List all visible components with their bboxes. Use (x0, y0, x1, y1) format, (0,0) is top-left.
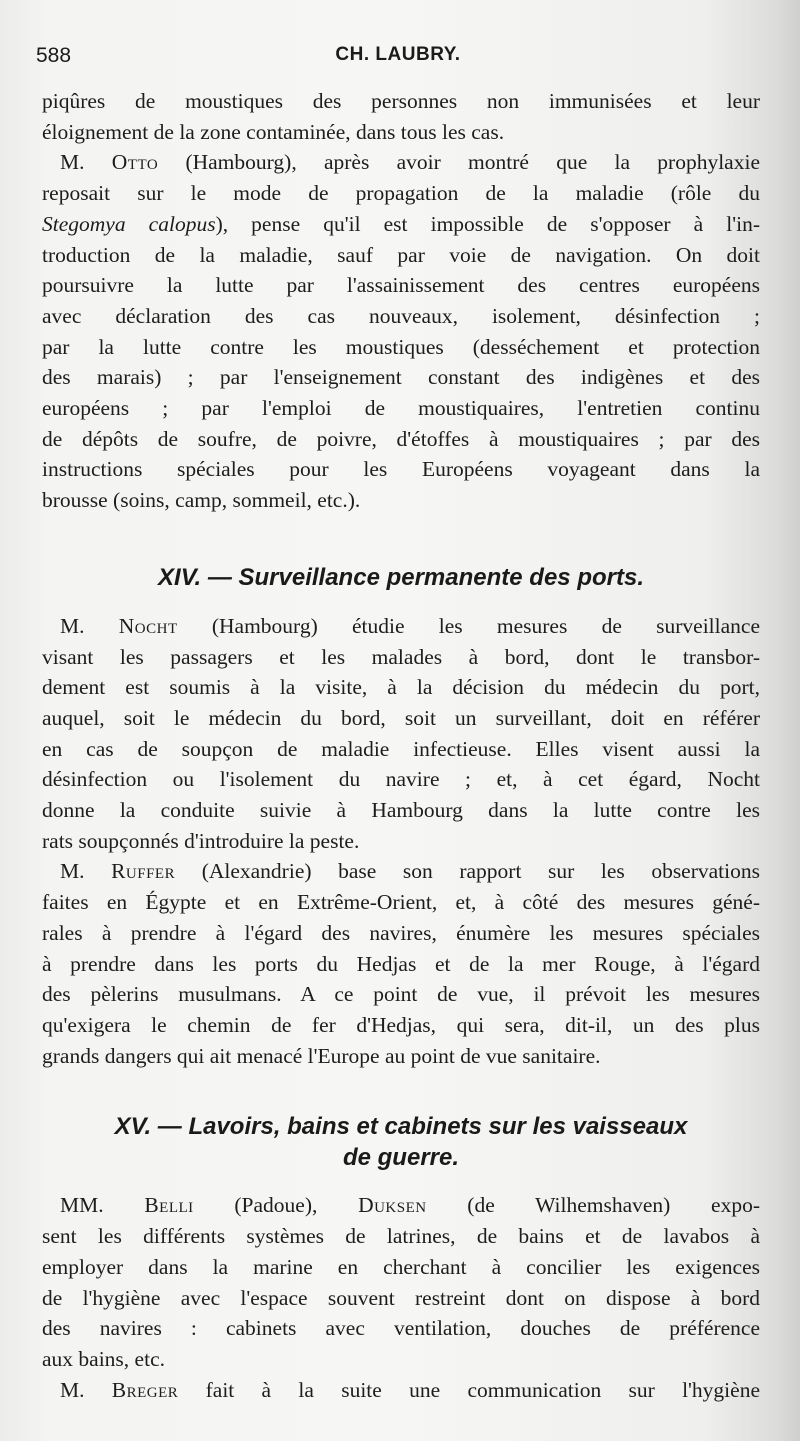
text-line: Stegomya calopus), pense qu'il est impossible de s'opposer à l'in- (42, 211, 760, 236)
text-line: M. Ruffer (Alexandrie) base son rapport sur les observations (60, 859, 760, 884)
paragraph-nocht (42, 611, 760, 857)
section-title-line: XV. — Lavoirs, bains et cabinets sur les vaisseaux (114, 1113, 688, 1141)
paragraph-breger (42, 1375, 760, 1406)
text-line: faites en Égypte et en Extrême-Orient, et, à côté des mesures géné- (42, 890, 760, 915)
text-line: dement est soumis à la visite, à la décision du médecin du port, (42, 675, 760, 700)
text-line: qu'exigera le chemin de fer d'Hedjas, qui sera, dit-il, un des plus (42, 1012, 760, 1037)
text-line: rats soupçonnés d'introduire la peste. (42, 828, 360, 853)
author-name: Nocht (118, 613, 178, 638)
author-name: Belli (144, 1193, 194, 1218)
text-line: éloignement de la zone contaminée, dans tous les cas. (42, 119, 505, 144)
paragraph-continuation (42, 86, 760, 147)
author-name: Ruffer (111, 859, 176, 884)
text-line: MM. Belli (Padoue), Duksen (de Wilhemshaven) expo- (60, 1193, 760, 1218)
running-head: CH. LAUBRY. (335, 44, 461, 65)
text-line: M. Breger fait à la suite une communication sur l'hygiène (60, 1377, 760, 1402)
text-line: par la lutte contre les moustiques (desséchement et protection (42, 334, 760, 359)
text-line: employer dans la marine en cherchant à concilier les exigences (42, 1254, 760, 1279)
text-line: troduction de la maladie, sauf par voie de navigation. On doit (42, 242, 760, 267)
text-line: reposait sur le mode de propagation de la maladie (rôle du (42, 181, 760, 206)
text-line: piqûres de moustiques des personnes non immunisées et leur (42, 89, 760, 113)
text-line: aux bains, etc. (42, 1346, 165, 1371)
text-line: visant les passagers et les malades à bord, dont le transbor- (42, 644, 760, 669)
text-line: M. Otto (Hambourg), après avoir montré que la prophylaxie (60, 150, 760, 175)
text-line: donne la conduite suivie à Hambourg dans la lutte contre les (42, 798, 760, 823)
paragraph-ruffer (42, 856, 760, 1071)
text-line: des marais) ; par l'enseignement constant des indigènes et des (42, 365, 760, 390)
section-title-line: de guerre. (342, 1144, 460, 1172)
text-line: instructions spéciales pour les Européens voyageant dans la (42, 457, 760, 482)
author-name: Duksen (358, 1193, 427, 1218)
author-name: Breger (111, 1377, 179, 1402)
text-line: grands dangers qui ait menacé l'Europe au point de vue sanitaire. (42, 1043, 601, 1068)
text-line: désinfection ou l'isolement du navire ; et, à cet égard, Nocht (42, 767, 760, 792)
text-line: poursuivre la lutte par l'assainissement des centres européens (42, 273, 760, 298)
page-number: 588 (36, 44, 72, 67)
section-title-xiv: XIV. — Surveillance permanente des ports. (158, 563, 644, 591)
text-line: en cas de soupçon de maladie infectieuse. Elles visent aussi la (42, 736, 760, 761)
text-line: de l'hygiène avec l'espace souvent restreint dont on dispose à bord (42, 1285, 760, 1310)
text-line: à prendre dans les ports du Hedjas et de la mer Rouge, à l'égard (42, 951, 760, 976)
author-name: Otto (111, 150, 159, 175)
text-line: rales à prendre à l'égard des navires, énumère les mesures spéciales (42, 920, 760, 945)
text-line: de dépôts de soufre, de poivre, d'étoffes à moustiquaires ; par des (42, 426, 760, 451)
text-line: des pèlerins musulmans. A ce point de vue, il prévoit les mesures (42, 982, 760, 1007)
text-line: européens ; par l'emploi de moustiquaires, l'entretien continu (42, 396, 760, 421)
species-name: Stegomya calopus (42, 211, 216, 236)
text-line: brousse (soins, camp, sommeil, etc.). (42, 488, 361, 513)
text-line: des navires : cabinets avec ventilation, douches de préférence (42, 1316, 760, 1341)
text-line: avec déclaration des cas nouveaux, isolement, désinfection ; (42, 303, 760, 328)
body-text (42, 86, 760, 1405)
text-line: auquel, soit le médecin du bord, soit un surveillant, doit en référer (42, 705, 760, 730)
paragraph-belli-duksen (42, 1190, 760, 1374)
paragraph-otto (42, 147, 760, 515)
text-line: M. Nocht (Hambourg) étudie les mesures de surveillance (60, 613, 760, 638)
text-line: sent les différents systèmes de latrines, de bains et de lavabos à (42, 1224, 760, 1249)
page-header (36, 44, 760, 74)
section-title-xv (42, 1111, 760, 1173)
